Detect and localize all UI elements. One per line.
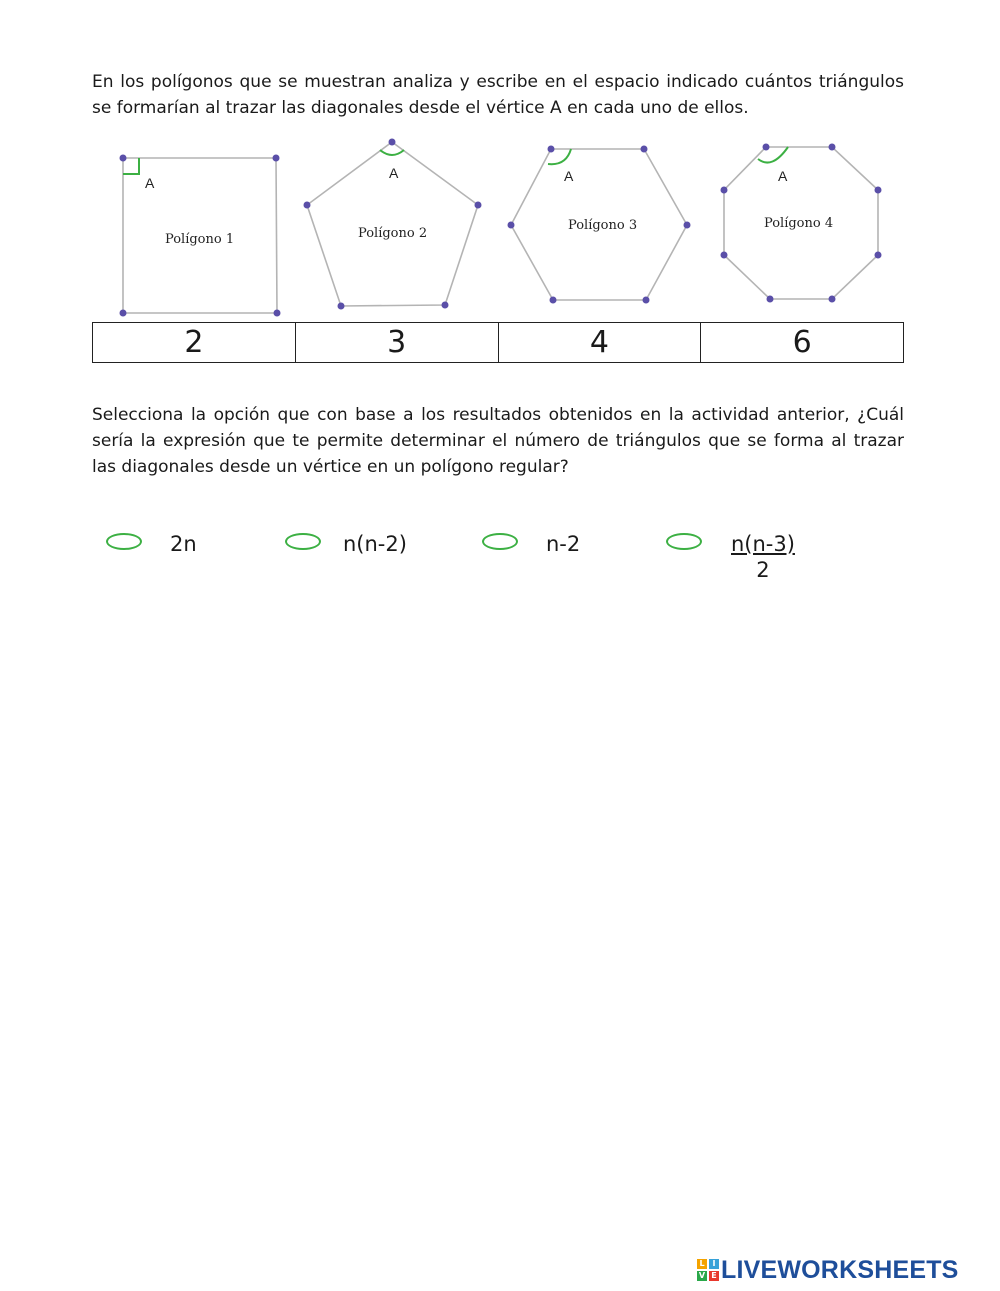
option-2n-radio[interactable] [106, 533, 142, 550]
polygon-4-vertex-label: A [778, 168, 788, 184]
answer-cell-4[interactable]: 6 [701, 323, 904, 363]
polygon-2-vertex-label: A [389, 165, 399, 181]
polygon-2-name: Polígono 2 [358, 226, 428, 241]
polygon-4-name: Polígono 4 [764, 216, 834, 231]
option-2n-label: 2n [170, 532, 197, 556]
answers-row [93, 323, 904, 363]
option-2n[interactable] [106, 531, 226, 591]
question-2-text: Selecciona la opción que con base a los resultados obtenidos en la actividad anterior, ¿Cuál sería la expresión que te permite determinar el número de triángulos que se forma al trazar las diagonales desde un vértice en un polígono regular? [92, 405, 904, 477]
fraction-numerator: n(n-3) [731, 532, 795, 556]
polygon-figures [92, 130, 904, 322]
polygon-3 [508, 146, 691, 304]
option-fraction-label [731, 531, 795, 583]
polygon-1 [120, 155, 281, 317]
liveworksheets-logo [697, 1256, 997, 1286]
polygon-4 [721, 144, 882, 303]
answer-cell-3[interactable]: 4 [498, 323, 701, 363]
option-n-times-n-minus-2[interactable] [285, 531, 445, 591]
option-n-minus-2[interactable] [482, 531, 602, 591]
polygon-2 [304, 139, 482, 310]
option-n-times-n-minus-2-radio[interactable] [285, 533, 321, 550]
polygon-1-vertex-label: A [145, 175, 155, 191]
logo-text: LIVEWORKSHEETS [721, 1256, 959, 1284]
option-n-minus-2-radio[interactable] [482, 533, 518, 550]
option-n-times-n-minus-2-label: n(n-2) [343, 532, 407, 556]
answers-table [92, 322, 904, 363]
fraction-denominator: 2 [756, 558, 770, 582]
polygon-3-name: Polígono 3 [568, 218, 638, 233]
answer-cell-1[interactable]: 2 [93, 323, 296, 363]
option-n-minus-2-label: n-2 [546, 532, 581, 556]
polygon-3-vertex-label: A [564, 168, 574, 184]
option-fraction[interactable] [666, 531, 826, 591]
answer-cell-2[interactable]: 3 [295, 323, 498, 363]
polygon-1-name: Polígono 1 [165, 232, 235, 247]
option-fraction-radio[interactable] [666, 533, 702, 550]
question-1-text: En los polígonos que se muestran analiza y escribe en el espacio indicado cuántos triángulos se formarían al trazar las diagonales desde el vértice A en cada uno de ellos. [92, 72, 904, 118]
logo-grid-icon: L I V E [697, 1259, 719, 1281]
